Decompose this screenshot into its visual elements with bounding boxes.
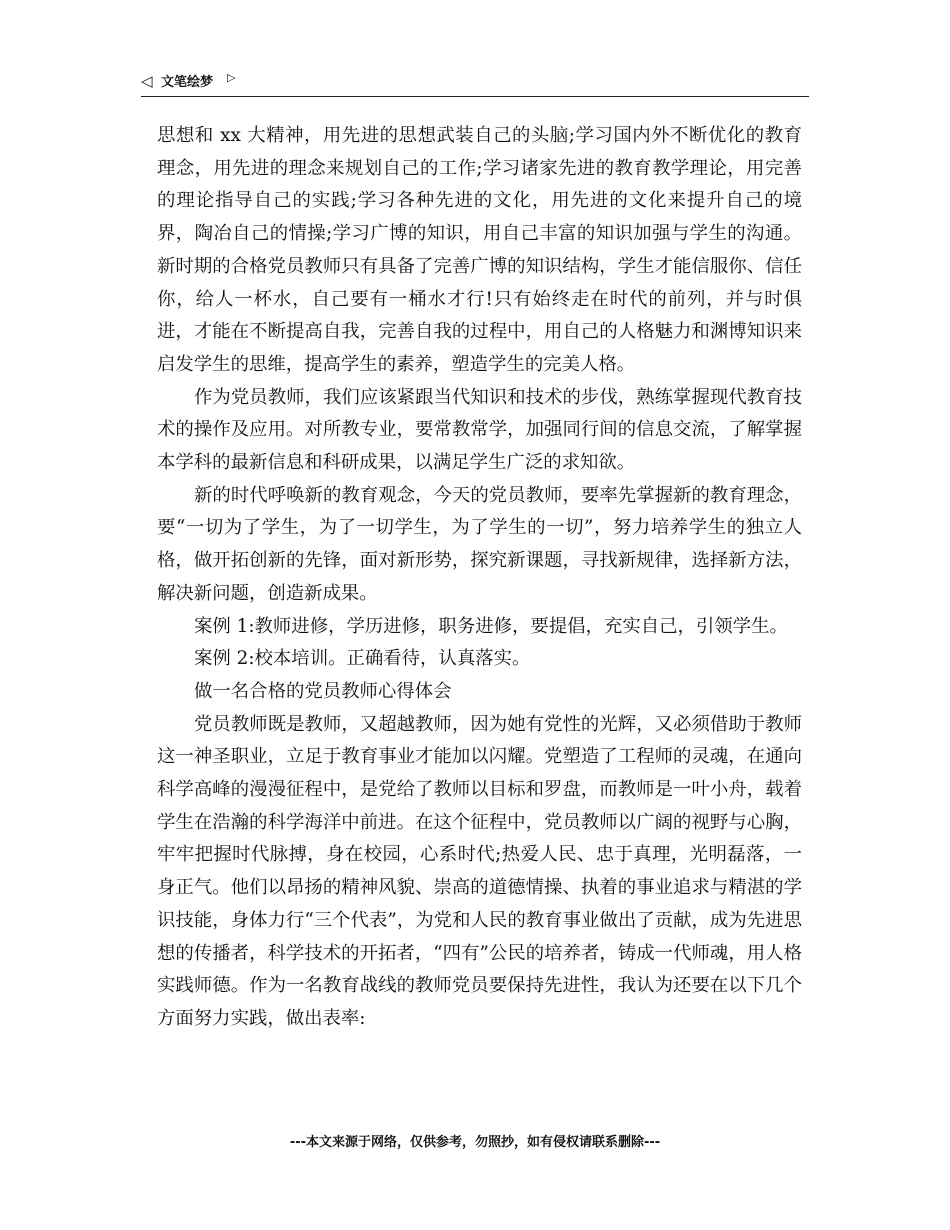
paragraph: 作为党员教师，我们应该紧跟当代知识和技术的步伐，熟练掌握现代教育技术的操作及应用。对所教专业，要常教常学，加强同行间的信息交流，了解掌握本学科的最新信息和科研成果，以满足学生广泛的求知欲。 [157,386,802,474]
paragraph: 党员教师既是教师，又超越教师，因为她有党性的光辉，又必须借助于教师这一神圣职业，立足于教育事业才能加以闪耀。党塑造了工程师的灵魂，在通向科学高峰的漫漫征程中，是党给了教师以目标和罗盘，而教师是一叶小舟，载着学生在浩瀚的科学海洋中前进。在这个征程中，党员教师以广阔的视野与心胸，牢牢把握时代脉搏，身在校园，心系时代;热爱人民、忠于真理，光明磊落，一身正气。他们以昂扬的精神风貌、崇高的道德情操、执着的事业追求与精湛的学识技能，身体力行“三个代表”，为党和人民的教育事业做出了贡献，成为先进思想的传播者，科学技术的开拓者，“四有”公民的培养者，铸成一代师魂，用人格实践师德。作为一名教育战线的教师党员要保持先进性，我认为还要在以下几个方面努力实践，做出表率: [157,713,802,1029]
paragraph: 思想和 xx 大精神，用先进的思想武装自己的头脑;学习国内外不断优化的教育理念，用先进的理念来规划自己的工作;学习诸家先进的教育教学理论，用完善的理论指导自己的实践;学习各种先进的文化，用先进的文化来提升自己的境界，陶冶自己的情操;学习广博的知识，用自己丰富的知识加强与学生的沟通。新时期的合格党员教师只有具备了完善广博的知识结构，学生才能信服你、信任你，给人一杯水，自己要有一桶水才行!只有始终走在时代的前列，并与时俱进，才能在不断提高自我，完善自我的过程中，用自己的人格魅力和渊博知识来启发学生的思维，提高学生的素养，塑造学生的完美人格。 [157,125,802,375]
case-item: 案例 2:校本培训。正确看待，认真落实。 [194,648,531,670]
case-item: 案例 1:教师进修，学历进修，职务进修，要提倡，充实自己，引领学生。 [194,615,788,637]
triangle-right-icon: ▷ [227,71,236,84]
page-footer-disclaimer: ---本文来源于网络，仅供参考，勿照抄，如有侵权请联系删除--- [289,1135,661,1150]
triangle-left-icon: ◁ [141,72,153,90]
document-body [157,120,802,1036]
page-header [141,72,809,97]
section-heading: 做一名合格的党员教师心得体会 [194,680,452,702]
paragraph: 新的时代呼唤新的教育观念，今天的党员教师，要率先掌握新的教育理念，要“一切为了学生，为了一切学生，为了学生的一切”，努力培养学生的独立人格，做开拓创新的先锋，面对新形势，探究新课题，寻找新规律，选择新方法，解决新问题，创造新成果。 [157,484,802,604]
header-title: 文笔绘梦 [161,75,214,90]
